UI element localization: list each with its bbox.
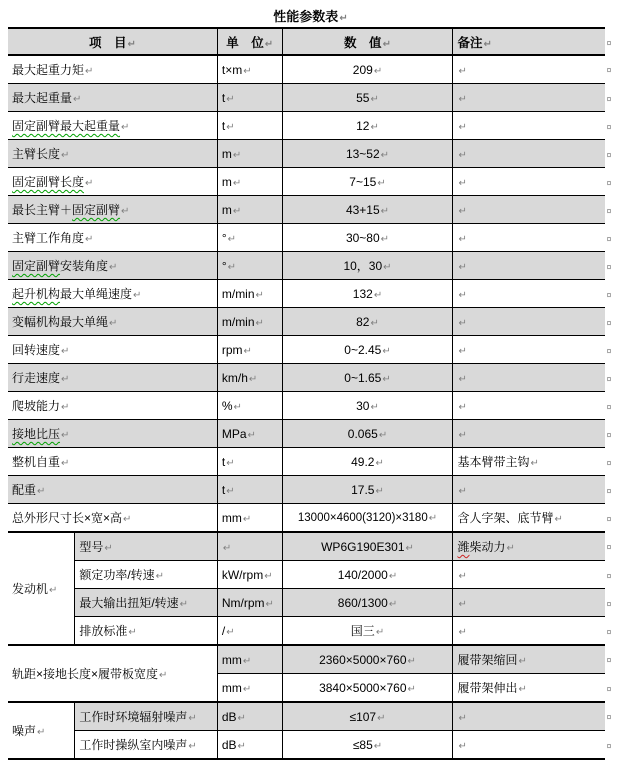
paragraph-mark: ↵: [133, 290, 142, 301]
item-cell: 排放标准↵: [75, 617, 218, 646]
spellcheck-underline: 固定副臂: [72, 203, 121, 217]
table-row: [8, 196, 618, 224]
paragraph-mark: ↵: [458, 345, 467, 357]
paragraph-mark: ↵: [458, 712, 467, 724]
item-cell: 固定副臂安装角度↵: [8, 252, 217, 280]
item-cell: 整机自重↵: [8, 448, 217, 476]
paragraph-mark: ↵: [405, 542, 414, 554]
value-cell: 12↵: [282, 112, 453, 140]
unit-cell: m↵: [217, 140, 282, 168]
unit-cell: mm↵: [217, 645, 282, 674]
value-cell: 30~80↵: [282, 224, 453, 252]
paragraph-mark: ↵: [530, 458, 539, 469]
row-end-mark-cell: [605, 476, 618, 504]
row-end-mark: ¤: [606, 289, 612, 300]
row-end-mark-cell: [605, 702, 618, 731]
item-cell: [8, 112, 217, 140]
paragraph-mark: ↵: [458, 261, 467, 273]
value-cell: 209↵: [282, 55, 453, 84]
row-end-mark: ¤: [606, 626, 612, 637]
paragraph-mark: ↵: [370, 121, 379, 133]
paragraph-mark: ↵: [232, 149, 242, 161]
table-row: [8, 561, 618, 589]
paragraph-mark: ↵: [61, 374, 70, 385]
item-cell: [8, 420, 217, 448]
row-end-mark: ¤: [606, 373, 612, 384]
item-cell: 最大起重量↵: [8, 84, 217, 112]
paragraph-mark: ↵: [264, 38, 274, 50]
paragraph-mark: ↵: [37, 486, 46, 497]
row-end-mark-cell: [605, 589, 618, 617]
value-cell: 0~2.45↵: [282, 336, 453, 364]
remark-cell: [453, 336, 605, 364]
spellcheck-underline: 接地比压: [12, 427, 61, 441]
unit-cell: MPa↵: [217, 420, 282, 448]
item-cell: 配重↵: [8, 476, 217, 504]
paragraph-mark: ↵: [380, 149, 390, 161]
unit-cell: km/h↵: [217, 364, 282, 392]
unit-cell: t↵: [217, 112, 282, 140]
paragraph-mark: ↵: [373, 65, 383, 77]
paragraph-mark: ↵: [265, 598, 274, 610]
paragraph-mark: ↵: [382, 373, 391, 385]
row-end-mark-cell: [605, 392, 618, 420]
item-cell: 主臂长度↵: [8, 140, 217, 168]
paragraph-mark: ↵: [375, 627, 385, 638]
unit-cell: Nm/rpm↵: [217, 589, 282, 617]
unit-cell: kW/rpm↵: [217, 561, 282, 589]
paragraph-mark: ↵: [375, 485, 384, 497]
table-row: [8, 308, 618, 336]
row-end-mark: ¤: [606, 740, 612, 751]
paragraph-mark: ↵: [85, 234, 94, 245]
table-row: [8, 420, 618, 448]
paragraph-mark: ↵: [159, 670, 168, 681]
row-end-mark: ¤: [606, 542, 612, 553]
paragraph-mark: ↵: [458, 233, 467, 245]
item-cell: [8, 168, 217, 196]
paragraph-mark: ↵: [378, 429, 388, 441]
paragraph-mark: ↵: [85, 66, 94, 77]
table-row: [8, 364, 618, 392]
remark-cell: [453, 617, 605, 646]
paragraph-mark: ↵: [458, 485, 467, 497]
row-end-mark-cell: [605, 168, 618, 196]
page-title: [8, 7, 613, 27]
paragraph-mark: ↵: [458, 317, 467, 329]
paragraph-mark: ↵: [121, 122, 130, 133]
paragraph-mark: ↵: [458, 429, 467, 441]
row-end-mark-cell: [605, 224, 618, 252]
paragraph-mark: ↵: [380, 233, 390, 245]
item-cell: 起升机构最大单绳速度↵: [8, 280, 217, 308]
value-cell: WP6G190E301↵: [282, 532, 453, 561]
remark-cell: [453, 55, 605, 84]
item-cell: 行走速度↵: [8, 364, 217, 392]
value-cell: 3840×5000×760↵: [282, 674, 453, 703]
spellcheck-underline: 固定副臂长度: [12, 175, 85, 189]
row-end-mark: ¤: [606, 261, 612, 272]
remark-cell: [453, 168, 605, 196]
paragraph-mark: ↵: [243, 345, 252, 357]
paragraph-mark: ↵: [127, 38, 136, 50]
table-row: [8, 504, 618, 533]
value-cell: 860/1300↵: [282, 589, 453, 617]
paragraph-mark: ↵: [155, 571, 165, 582]
item-cell: 回转速度↵: [8, 336, 217, 364]
remark-cell: [453, 364, 605, 392]
row-end-mark: ¤: [606, 429, 612, 440]
paragraph-mark: ↵: [243, 65, 252, 77]
paragraph-mark: ↵: [188, 741, 197, 752]
paragraph-mark: ↵: [61, 346, 70, 357]
spellcheck-underline: 固定副臂最大起重量: [12, 119, 121, 133]
table-row: [8, 168, 618, 196]
table-row: [8, 476, 618, 504]
engine-section-cell: 发动机↵: [8, 532, 75, 645]
table-row: [8, 392, 618, 420]
paragraph-mark: ↵: [373, 740, 383, 752]
table-row: [8, 532, 618, 561]
row-end-mark-cell: [605, 448, 618, 476]
paragraph-mark: ↵: [85, 178, 94, 189]
item-cell: 最长主臂＋固定副臂↵: [8, 196, 217, 224]
row-end-mark: ¤: [606, 401, 612, 412]
paragraph-mark: ↵: [179, 599, 189, 610]
value-cell: 13000×4600(3120)×3180↵: [282, 504, 453, 533]
value-cell: ≤85↵: [282, 731, 453, 760]
paragraph-mark: ↵: [388, 598, 398, 610]
unit-cell: dB↵: [217, 731, 282, 760]
paragraph-mark: ↵: [554, 514, 563, 525]
row-end-mark: ¤: [606, 121, 612, 132]
value-cell: 10，30↵: [282, 252, 453, 280]
row-end-mark-cell: [605, 561, 618, 589]
unit-cell: [217, 532, 282, 561]
paragraph-mark: ↵: [222, 542, 232, 554]
paragraph-mark: ↵: [73, 94, 82, 105]
paragraph-mark: ↵: [339, 13, 348, 24]
paragraph-mark: ↵: [506, 543, 515, 554]
unit-cell: m/min↵: [217, 308, 282, 336]
paragraph-mark: ↵: [407, 655, 416, 667]
paragraph-mark: ↵: [458, 626, 467, 638]
paragraph-mark: ↵: [123, 514, 132, 525]
paragraph-mark: ↵: [233, 401, 242, 413]
paragraph-mark: ↵: [375, 457, 384, 469]
row-end-mark: ¤: [606, 712, 612, 723]
paragraph-mark: ↵: [458, 177, 467, 189]
value-cell: 国三↵: [282, 617, 453, 646]
table-row: [8, 112, 618, 140]
header-value: 数 值↵: [282, 28, 453, 55]
row-end-mark: ¤: [606, 177, 612, 188]
row-end-mark-cell: [605, 196, 618, 224]
value-cell: 2360×5000×760↵: [282, 645, 453, 674]
paragraph-mark: ↵: [128, 627, 137, 638]
page-title-text: 性能参数表: [273, 9, 339, 24]
paragraph-mark: ↵: [61, 402, 70, 413]
paragraph-mark: ↵: [248, 373, 258, 385]
value-cell: 82↵: [282, 308, 453, 336]
item-cell: 额定功率/转速↵: [75, 561, 218, 589]
item-cell: 工作时操纵室内噪声↵: [75, 731, 218, 760]
remark-cell: [453, 420, 605, 448]
table-row: [8, 280, 618, 308]
paragraph-mark: ↵: [370, 317, 379, 329]
paragraph-mark: ↵: [188, 713, 197, 724]
table-row: [8, 140, 618, 168]
remark-cell: 含人字架、底节臂↵: [453, 504, 605, 533]
paragraph-mark: ↵: [518, 656, 527, 667]
value-cell: 140/2000↵: [282, 561, 453, 589]
table-row: [8, 617, 618, 646]
remark-cell: [453, 702, 605, 731]
row-end-mark-cell: [605, 645, 618, 674]
row-end-mark-cell: [605, 84, 618, 112]
remark-cell: [453, 476, 605, 504]
paragraph-mark: ↵: [483, 38, 492, 50]
row-end-mark: ¤: [606, 93, 612, 104]
row-end-mark: ¤: [606, 345, 612, 356]
row-end-mark-cell: [605, 280, 618, 308]
row-end-mark-cell: [605, 336, 618, 364]
item-cell: 最大起重力矩↵: [8, 55, 217, 84]
paragraph-mark: ↵: [458, 65, 467, 77]
unit-cell: °↵: [217, 224, 282, 252]
remark-cell: [453, 112, 605, 140]
paragraph-mark: ↵: [458, 149, 467, 161]
unit-cell: m/min↵: [217, 280, 282, 308]
header-remark: 备注↵: [453, 28, 605, 55]
value-cell: 55↵: [282, 84, 453, 112]
row-end-mark: ¤: [606, 570, 612, 581]
remark-cell: [453, 196, 605, 224]
parameters-table: [8, 27, 618, 760]
row-end-mark: ¤: [606, 513, 612, 524]
unit-cell: t↵: [217, 448, 282, 476]
value-cell: 132↵: [282, 280, 453, 308]
noise-section-cell: 噪声↵: [8, 702, 75, 759]
paragraph-mark: ↵: [458, 205, 467, 217]
paragraph-mark: ↵: [109, 262, 118, 273]
spellcheck-underline: 起升机构: [12, 287, 61, 301]
item-cell: 主臂工作角度↵: [8, 224, 217, 252]
row-end-mark: ¤: [606, 205, 612, 216]
row-end-mark: ¤: [606, 317, 612, 328]
remark-cell: [453, 140, 605, 168]
paragraph-mark: ↵: [61, 458, 70, 469]
paragraph-mark: ↵: [518, 684, 527, 695]
spellcheck-underline: 固定副臂: [12, 259, 61, 273]
table-row: [8, 252, 618, 280]
paragraph-mark: ↵: [458, 93, 467, 105]
value-cell: ≤107↵: [282, 702, 453, 731]
remark-cell: [453, 308, 605, 336]
item-cell: 最大输出扭矩/转速↵: [75, 589, 218, 617]
paragraph-mark: ↵: [104, 543, 113, 554]
paragraph-mark: ↵: [264, 570, 273, 582]
paragraph-mark: ↵: [382, 345, 391, 357]
paragraph-mark: ↵: [242, 683, 252, 695]
remark-cell: [453, 84, 605, 112]
row-end-mark: ¤: [606, 683, 612, 694]
row-end-mark: ¤: [606, 655, 612, 666]
unit-cell: t×m↵: [217, 55, 282, 84]
row-end-mark-cell: [605, 504, 618, 533]
value-cell: 0.065↵: [282, 420, 453, 448]
unit-cell: m↵: [217, 196, 282, 224]
remark-cell: 履带架伸出↵: [453, 674, 605, 703]
paragraph-mark: ↵: [373, 289, 383, 301]
row-end-mark-cell: [605, 364, 618, 392]
value-cell: 49.2↵: [282, 448, 453, 476]
paragraph-mark: ↵: [227, 233, 237, 245]
paragraph-mark: ↵: [109, 318, 118, 329]
paragraph-mark: ↵: [255, 317, 264, 329]
row-end-mark: ¤: [606, 65, 612, 76]
table-row: [8, 702, 618, 731]
row-end-mark-cell: [605, 674, 618, 703]
item-cell: 爬坡能力↵: [8, 392, 217, 420]
header-item: 项 目↵: [8, 28, 217, 55]
paragraph-mark: ↵: [121, 206, 130, 217]
unit-cell: t↵: [217, 84, 282, 112]
track-section-cell: 轨距×接地长度×履带板宽度↵: [8, 645, 217, 702]
value-cell: 17.5↵: [282, 476, 453, 504]
unit-cell: /↵: [217, 617, 282, 646]
row-end-mark: ¤: [606, 457, 612, 468]
row-end-mark-cell: [605, 252, 618, 280]
paragraph-mark: ↵: [458, 740, 467, 752]
paragraph-mark: ↵: [226, 485, 235, 497]
unit-cell: dB↵: [217, 702, 282, 731]
header-unit: 单 位↵: [217, 28, 282, 55]
row-end-mark-cell: [605, 55, 618, 84]
item-cell: 变幅机构最大单绳↵: [8, 308, 217, 336]
paragraph-mark: ↵: [232, 205, 242, 217]
row-end-mark-cell: [605, 28, 618, 55]
unit-cell: °↵: [217, 252, 282, 280]
paragraph-mark: ↵: [377, 177, 386, 189]
unit-cell: t↵: [217, 476, 282, 504]
row-end-mark-cell: [605, 140, 618, 168]
paragraph-mark: ↵: [458, 570, 467, 582]
table-row: [8, 645, 618, 674]
paragraph-mark: ↵: [458, 401, 467, 413]
table-header-row: [8, 28, 618, 55]
value-cell: 13~52↵: [282, 140, 453, 168]
unit-cell: rpm↵: [217, 336, 282, 364]
paragraph-mark: ↵: [247, 429, 256, 441]
paragraph-mark: ↵: [458, 598, 467, 610]
row-end-mark: ¤: [606, 149, 612, 160]
remark-cell: [453, 589, 605, 617]
table-row: [8, 336, 618, 364]
row-end-mark-cell: [605, 532, 618, 561]
paragraph-mark: ↵: [255, 289, 264, 301]
paragraph-mark: ↵: [61, 430, 70, 441]
paragraph-mark: ↵: [458, 289, 467, 301]
value-cell: 7~15↵: [282, 168, 453, 196]
paragraph-mark: ↵: [458, 121, 467, 133]
remark-cell: [453, 224, 605, 252]
unit-cell: m↵: [217, 168, 282, 196]
unit-cell: mm↵: [217, 674, 282, 703]
row-end-mark: ¤: [606, 598, 612, 609]
row-end-mark-cell: [605, 420, 618, 448]
remark-cell: [453, 561, 605, 589]
remark-cell: [453, 392, 605, 420]
paragraph-mark: ↵: [226, 626, 235, 638]
item-cell: 工作时环境辐射噪声↵: [75, 702, 218, 731]
row-end-mark: ¤: [606, 233, 612, 244]
paragraph-mark: ↵: [370, 93, 379, 105]
unit-cell: mm↵: [217, 504, 282, 533]
paragraph-mark: ↵: [388, 570, 398, 582]
unit-cell: %↵: [217, 392, 282, 420]
row-end-mark-cell: [605, 617, 618, 646]
remark-cell: 履带架缩回↵: [453, 645, 605, 674]
table-row: [8, 84, 618, 112]
row-end-mark-cell: [605, 308, 618, 336]
remark-cell: 基本臂带主钩↵: [453, 448, 605, 476]
remark-cell: [453, 252, 605, 280]
paragraph-mark: ↵: [383, 262, 392, 273]
paragraph-mark: ↵: [227, 261, 237, 273]
paragraph-mark: ↵: [428, 512, 438, 524]
item-cell: 型号↵: [75, 532, 218, 561]
row-end-mark: ¤: [606, 485, 612, 496]
paragraph-mark: ↵: [226, 93, 235, 105]
table-row: [8, 589, 618, 617]
paragraph-mark: ↵: [237, 712, 246, 724]
table-row: [8, 224, 618, 252]
value-cell: 43+15↵: [282, 196, 453, 224]
paragraph-mark: ↵: [226, 121, 235, 133]
row-end-mark: ¤: [606, 37, 612, 48]
item-cell: 总外形尺寸长×宽×高↵: [8, 504, 217, 533]
paragraph-mark: ↵: [237, 740, 246, 752]
paragraph-mark: ↵: [382, 38, 391, 50]
paragraph-mark: ↵: [226, 457, 235, 469]
paragraph-mark: ↵: [370, 401, 379, 413]
paragraph-mark: ↵: [377, 712, 386, 724]
paragraph-mark: ↵: [407, 683, 416, 695]
paragraph-mark: ↵: [49, 585, 58, 596]
remark-cell: 潍柴动力↵: [453, 532, 605, 561]
value-cell: 30↵: [282, 392, 453, 420]
spellcheck-underline: 潍: [457, 540, 470, 554]
table-row: [8, 448, 618, 476]
paragraph-mark: ↵: [380, 205, 390, 217]
paragraph-mark: ↵: [458, 373, 467, 385]
paragraph-mark: ↵: [242, 655, 252, 667]
row-end-mark-cell: [605, 112, 618, 140]
value-cell: 0~1.65↵: [282, 364, 453, 392]
remark-cell: [453, 280, 605, 308]
paragraph-mark: ↵: [37, 727, 46, 738]
table-row: [8, 55, 618, 84]
paragraph-mark: ↵: [232, 177, 242, 189]
paragraph-mark: ↵: [242, 513, 252, 525]
paragraph-mark: ↵: [61, 150, 70, 161]
